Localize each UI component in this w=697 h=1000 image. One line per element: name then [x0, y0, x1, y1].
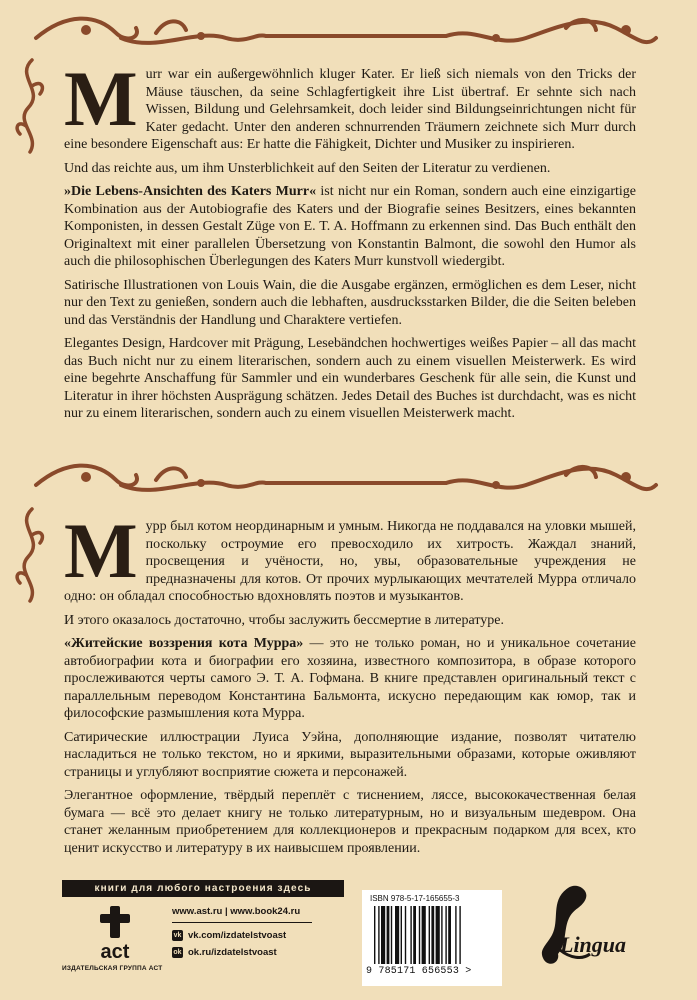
flourish-ornament-left-top: [10, 56, 50, 156]
russian-paragraph-1-text: урр был котом неординарным и умным. Никогда не поддавался на уловки мышей, поскольку остроумие его превосходило их хитрость. Жаждал знаний, просвещения и учёности, но, увы, образовательные учреждения не предназначены для котов. От прочих мурлыкающих мечтателей Мурра отличало одно: он обладал способностью вдохновлять поэтов и музыкантов.: [64, 519, 636, 604]
german-paragraph-1-text: urr war ein außergewöhnlich kluger Kater. Er ließ sich niemals von den Tricks der Mäuse täuschen, da seine Schlagfertigkeit ihre List übertraf. Er sehnte sich nach Wissen, Bildung und Gelehrsamkeit, doch leider sind Bildungseinrichtungen nicht für Kater gedacht. Unter den anderen schnurrenden Träumern zeichnete sich Murr durch eine besondere Eigenschaft aus: Er hatte die Fähigkeit, Dichter und Musiker zu inspirieren.: [64, 67, 636, 152]
barcode-digits: 9 785171 656553 >: [366, 966, 472, 977]
lingua-imprint: Lingua: [560, 932, 627, 957]
flourish-ornament-top: [26, 8, 666, 58]
russian-dropcap: М: [64, 507, 138, 594]
flourish-ornament-left-middle: [10, 505, 50, 605]
lingua-logo-icon: [530, 880, 640, 980]
barcode-bars: [374, 906, 490, 964]
russian-paragraph-3: [64, 635, 636, 723]
ok-link-text: ok.ru/izdatelstvoast: [188, 947, 277, 958]
german-dropcap: M: [64, 55, 138, 142]
ok-icon: ok: [173, 949, 182, 956]
german-paragraph-3-text: ist nicht nur ein Roman, sondern auch eine einzigartige Kombination aus der Autobiografie des Katers und der Biografie seines Besitzers, eines bekannten Komponisten, in dessen Gestalt Züge von E. T. A. Hoffmann zu erkennen sind. Das Buch enthält den Originaltext mit einer parallelen Übersetzung von Konstantin Balmont, die sowohl den Humor als auch die philosophischen Überlegungen des Katers Murr kunstvoll wiedergibt.: [64, 184, 636, 269]
vk-link[interactable]: [172, 927, 322, 944]
german-paragraph-2: Und das reichte aus, um ihm Unsterblichkeit auf den Seiten der Literatur zu verdienen.: [64, 160, 551, 176]
russian-book-title: «Житейские воззрения кота Мурра»: [64, 636, 304, 651]
publisher-links: [172, 904, 322, 961]
russian-paragraph-5: Элегантное оформление, твёрдый переплёт с тиснением, ляссе, высококачественная белая бумага — всё это делает книгу не только литературным, но и визуальным шедевром. Она станет желанным приобретением для коллекционеров и прекрасным подарком для всех, кто ценит искусство и литературу в их наивысшем проявлении.: [64, 788, 636, 856]
german-paragraph-4: Satirische Illustrationen von Louis Wain, die die Ausgabe ergänzen, ermöglichen es dem Leser, nicht nur den Text zu genießen, sondern auch die lebhaften, ausdrucksstarken Bilder, die die Seiten beleben und das Verständnis der Handlung und Charaktere vertiefen.: [64, 277, 636, 328]
isbn-number: ISBN 978-5-17-165655-3: [370, 894, 460, 903]
german-book-title: »Die Lebens-Ansichten des Katers Murr«: [64, 184, 317, 199]
ast-logo-icon: [86, 904, 144, 962]
vk-icon: vk: [173, 932, 182, 939]
websites-link[interactable]: www.ast.ru | www.book24.ru: [172, 906, 301, 917]
publisher-caption: ИЗДАТЕЛЬСКАЯ ГРУППА АСТ: [62, 965, 163, 972]
german-description: [64, 55, 636, 429]
flourish-ornament-middle: [26, 455, 666, 505]
isbn-barcode: [362, 890, 502, 986]
german-paragraph-5: Elegantes Design, Hardcover mit Prägung, Lesebändchen hochwertiges weißes Papier – all das macht das Buch nicht nur zu einem literarischen, sondern auch zu einem visuellen Meisterwerk. Es wird eine begehrte Anschaffung für Sammler und ein wunderbares Geschenk für alle sein, die Kunst und Literatur in ihrer höchsten Ausprägung schätzen. Jedes Detail des Buches ist durchdacht, was es nicht nur zu einem literarischen, sondern auch zu einem visuellen Meisterwerk macht.: [64, 336, 636, 421]
tagline-banner: книги для любого настроения здесь: [62, 880, 344, 897]
russian-paragraph-1: [64, 507, 636, 606]
vk-link-text: vk.com/izdatelstvoast: [188, 930, 287, 941]
divider: [172, 922, 312, 923]
svg-text:act: act: [100, 941, 130, 962]
russian-description: [64, 507, 636, 863]
german-paragraph-3: [64, 183, 636, 271]
german-paragraph-1: [64, 55, 636, 154]
ok-link[interactable]: [172, 944, 322, 961]
russian-paragraph-3-text: — это не только роман, но и уникальное сочетание автобиографии кота и биографии его хозяина, известного композитора, в образе которого прослеживаются черты самого Э. Т. А. Гофмана. В книге представлен оригинальный текст с параллельным переводом Константина Бальмонта, искусно передающим как юмор, так и философские размышления кота Мурра.: [64, 636, 636, 721]
russian-paragraph-2: И этого оказалось достаточно, чтобы заслужить бессмертие в литературе.: [64, 612, 504, 628]
russian-paragraph-4: Сатирические иллюстрации Луиса Уэйна, дополняющие издание, позволят читателю насладиться не только текстом, но и яркими, выразительными образами, которые оживляют страницы и углубляют восприятие сюжета и персонажей.: [64, 729, 636, 780]
